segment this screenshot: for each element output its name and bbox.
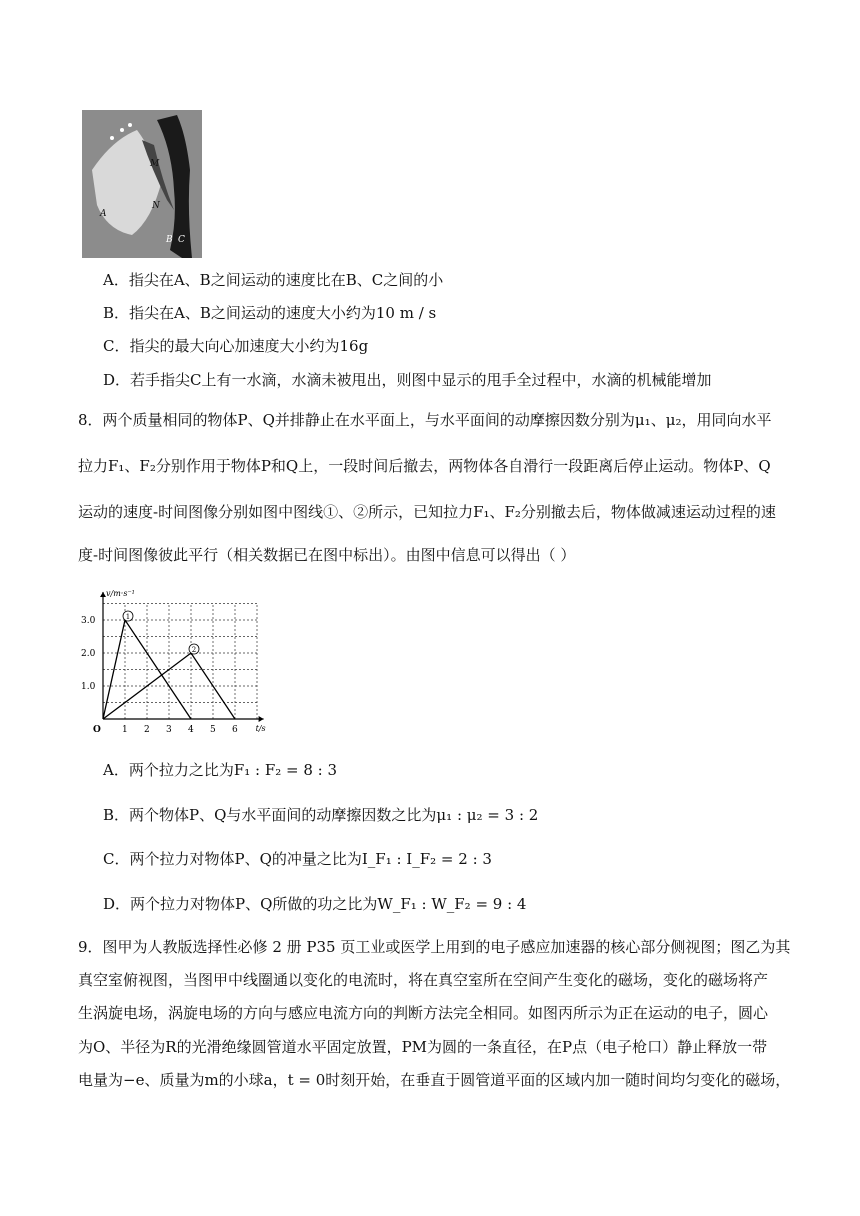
x-axis-arrow	[259, 716, 264, 722]
q8-option-c: C．两个拉力对物体P、Q的冲量之比为I_F₁ : I_F₂ = 2 : 3	[103, 850, 492, 868]
x-tick-label: 6	[232, 725, 238, 735]
x-tick-label: 2	[144, 725, 150, 735]
q9-stem-line-3: 生涡旋电场，涡旋电场的方向与感应电流方向的判断方法完全相同。如图丙所示为正在运动的电子，圆心	[78, 1004, 769, 1022]
q8-stem-line-3: 运动的速度-时间图像分别如图中图线①、②所示，已知拉力F₁、F₂分别撤去后，物体做减速运动过程的速	[78, 503, 776, 521]
hand-motion-photo	[82, 110, 202, 258]
q7-option-c: C．指尖的最大向心加速度大小约为16g	[103, 337, 369, 355]
photo-label-a: A	[100, 209, 107, 219]
photo-label-n: N	[152, 201, 160, 211]
y-tick-label: 3.0	[81, 616, 96, 626]
q7-option-d: D．若手指尖C上有一水滴，水滴未被甩出，则图中显示的甩手全过程中，水滴的机械能增加	[103, 371, 712, 389]
x-axis-label: t/s	[255, 724, 266, 733]
q8-option-a: A．两个拉力之比为F₁ : F₂ = 8 : 3	[103, 761, 338, 779]
velocity-time-graph	[75, 575, 275, 745]
q7-option-a: A．指尖在A、B之间运动的速度比在B、C之间的小	[103, 271, 444, 289]
x-tick-label: 3	[166, 725, 172, 735]
x-tick-label: 4	[188, 725, 194, 735]
q8-option-b: B．两个物体P、Q与水平面间的动摩擦因数之比为μ₁ : μ₂ = 3 : 2	[103, 806, 539, 824]
y-tick-label: 2.0	[81, 649, 96, 659]
q9-stem-line-1: 9．图甲为人教版选择性必修 2 册 P35 页工业或医学上用到的电子感应加速器的核心部分侧视图；图乙为其	[78, 938, 791, 956]
q8-stem-line-2: 拉力F₁、F₂分别作用于物体P和Q上，一段时间后撤去，两物体各自滑行一段距离后停止运动。物体P、Q	[78, 457, 771, 475]
q7-option-b: B．指尖在A、B之间运动的速度大小约为10 m / s	[103, 304, 437, 322]
x-tick-label: O	[93, 725, 101, 735]
y-tick-label: 1.0	[81, 682, 96, 692]
y-axis-label: v/m·s⁻¹	[106, 588, 135, 598]
x-tick-label: 1	[122, 725, 128, 735]
x-tick-label: 5	[210, 725, 216, 735]
series-label-2: 2	[191, 646, 197, 654]
photo-label-c: C	[178, 235, 185, 245]
photo-label-b: B	[166, 235, 173, 245]
q9-stem-line-2: 真空室俯视图，当图甲中线圈通以变化的电流时，将在真空室所在空间产生变化的磁场，变化的磁场将产	[78, 971, 769, 989]
photo-label-m: M	[150, 159, 160, 169]
q9-stem-line-5: 电量为−e、质量为m的小球a，t = 0时刻开始，在垂直于圆管道平面的区域内加一随时间均匀变化的磁场，	[78, 1071, 791, 1089]
q8-option-d: D．两个拉力对物体P、Q所做的功之比为W_F₁ : W_F₂ = 9 : 4	[103, 895, 527, 913]
q8-stem-line-4: 度-时间图像彼此平行（相关数据已在图中标出）。由图中信息可以得出（ ）	[78, 546, 576, 564]
q9-stem-line-4: 为O、半径为R的光滑绝缘圆管道水平固定放置，PM为圆的一条直径，在P点（电子枪口）静止释放一带	[78, 1038, 768, 1056]
q8-stem-line-1: 8．两个质量相同的物体P、Q并排静止在水平面上，与水平面间的动摩擦因数分别为μ₁、μ₂，用同向水平	[78, 411, 772, 429]
series-label-1: 1	[125, 613, 131, 621]
